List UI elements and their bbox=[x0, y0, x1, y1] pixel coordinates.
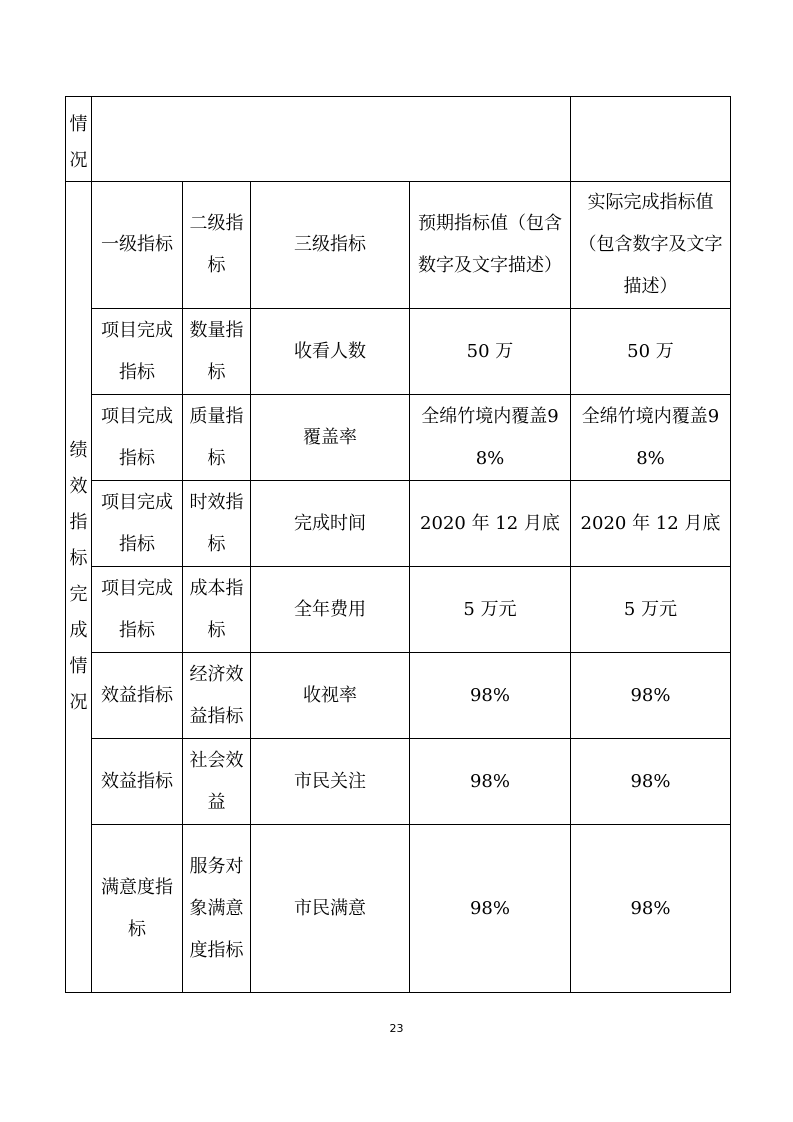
row-level3: 市民满意 bbox=[251, 825, 410, 993]
header-level3: 三级指标 bbox=[251, 182, 410, 309]
row-level3: 覆盖率 bbox=[251, 395, 410, 481]
row-level2: 社会效益 bbox=[183, 739, 251, 825]
row-expected: 全绵竹境内覆盖98% bbox=[410, 395, 571, 481]
top-label: 情况 bbox=[69, 114, 88, 171]
header-expected: 预期指标值（包含数字及文字描述） bbox=[410, 182, 571, 309]
row-actual: 98% bbox=[571, 825, 731, 993]
header-level1: 一级指标 bbox=[92, 182, 183, 309]
row-level3: 完成时间 bbox=[251, 481, 410, 567]
table-row bbox=[66, 653, 731, 739]
row-expected: 2020 年 12 月底 bbox=[410, 481, 571, 567]
header-row bbox=[66, 182, 731, 309]
row-level1: 项目完成指标 bbox=[92, 309, 183, 395]
side-label: 绩效指标完成情况 bbox=[69, 440, 88, 713]
row-level3: 收看人数 bbox=[251, 309, 410, 395]
row-level3: 全年费用 bbox=[251, 567, 410, 653]
row-expected: 50 万 bbox=[410, 309, 571, 395]
table-row bbox=[66, 825, 731, 993]
row-level3: 收视率 bbox=[251, 653, 410, 739]
row-actual: 50 万 bbox=[571, 309, 731, 395]
row-actual: 2020 年 12 月底 bbox=[571, 481, 731, 567]
header-actual: 实际完成指标值（包含数字及文字描述） bbox=[571, 182, 731, 309]
top-empty-cell-left bbox=[92, 97, 571, 182]
row-expected: 98% bbox=[410, 653, 571, 739]
row-level2: 时效指标 bbox=[183, 481, 251, 567]
row-level2: 经济效益指标 bbox=[183, 653, 251, 739]
row-level1: 项目完成指标 bbox=[92, 395, 183, 481]
row-level3: 市民关注 bbox=[251, 739, 410, 825]
table-row bbox=[66, 567, 731, 653]
row-level1: 效益指标 bbox=[92, 739, 183, 825]
side-label-cell bbox=[66, 182, 92, 993]
row-actual: 5 万元 bbox=[571, 567, 731, 653]
page-number: 23 bbox=[389, 1022, 404, 1035]
row-level2: 成本指标 bbox=[183, 567, 251, 653]
row-level1: 项目完成指标 bbox=[92, 481, 183, 567]
top-row bbox=[66, 97, 731, 182]
row-level2: 数量指标 bbox=[183, 309, 251, 395]
table-row bbox=[66, 481, 731, 567]
row-actual: 全绵竹境内覆盖98% bbox=[571, 395, 731, 481]
header-level2: 二级指标 bbox=[183, 182, 251, 309]
row-actual: 98% bbox=[571, 653, 731, 739]
row-level2: 质量指标 bbox=[183, 395, 251, 481]
row-expected: 98% bbox=[410, 825, 571, 993]
table-row bbox=[66, 309, 731, 395]
top-empty-cell-right bbox=[571, 97, 731, 182]
top-label-cell bbox=[66, 97, 92, 182]
row-expected: 5 万元 bbox=[410, 567, 571, 653]
table-row bbox=[66, 739, 731, 825]
table-row bbox=[66, 395, 731, 481]
row-level2: 服务对象满意度指标 bbox=[183, 825, 251, 993]
row-actual: 98% bbox=[571, 739, 731, 825]
row-expected: 98% bbox=[410, 739, 571, 825]
row-level1: 满意度指标 bbox=[92, 825, 183, 993]
row-level1: 项目完成指标 bbox=[92, 567, 183, 653]
performance-table bbox=[65, 96, 731, 993]
row-level1: 效益指标 bbox=[92, 653, 183, 739]
